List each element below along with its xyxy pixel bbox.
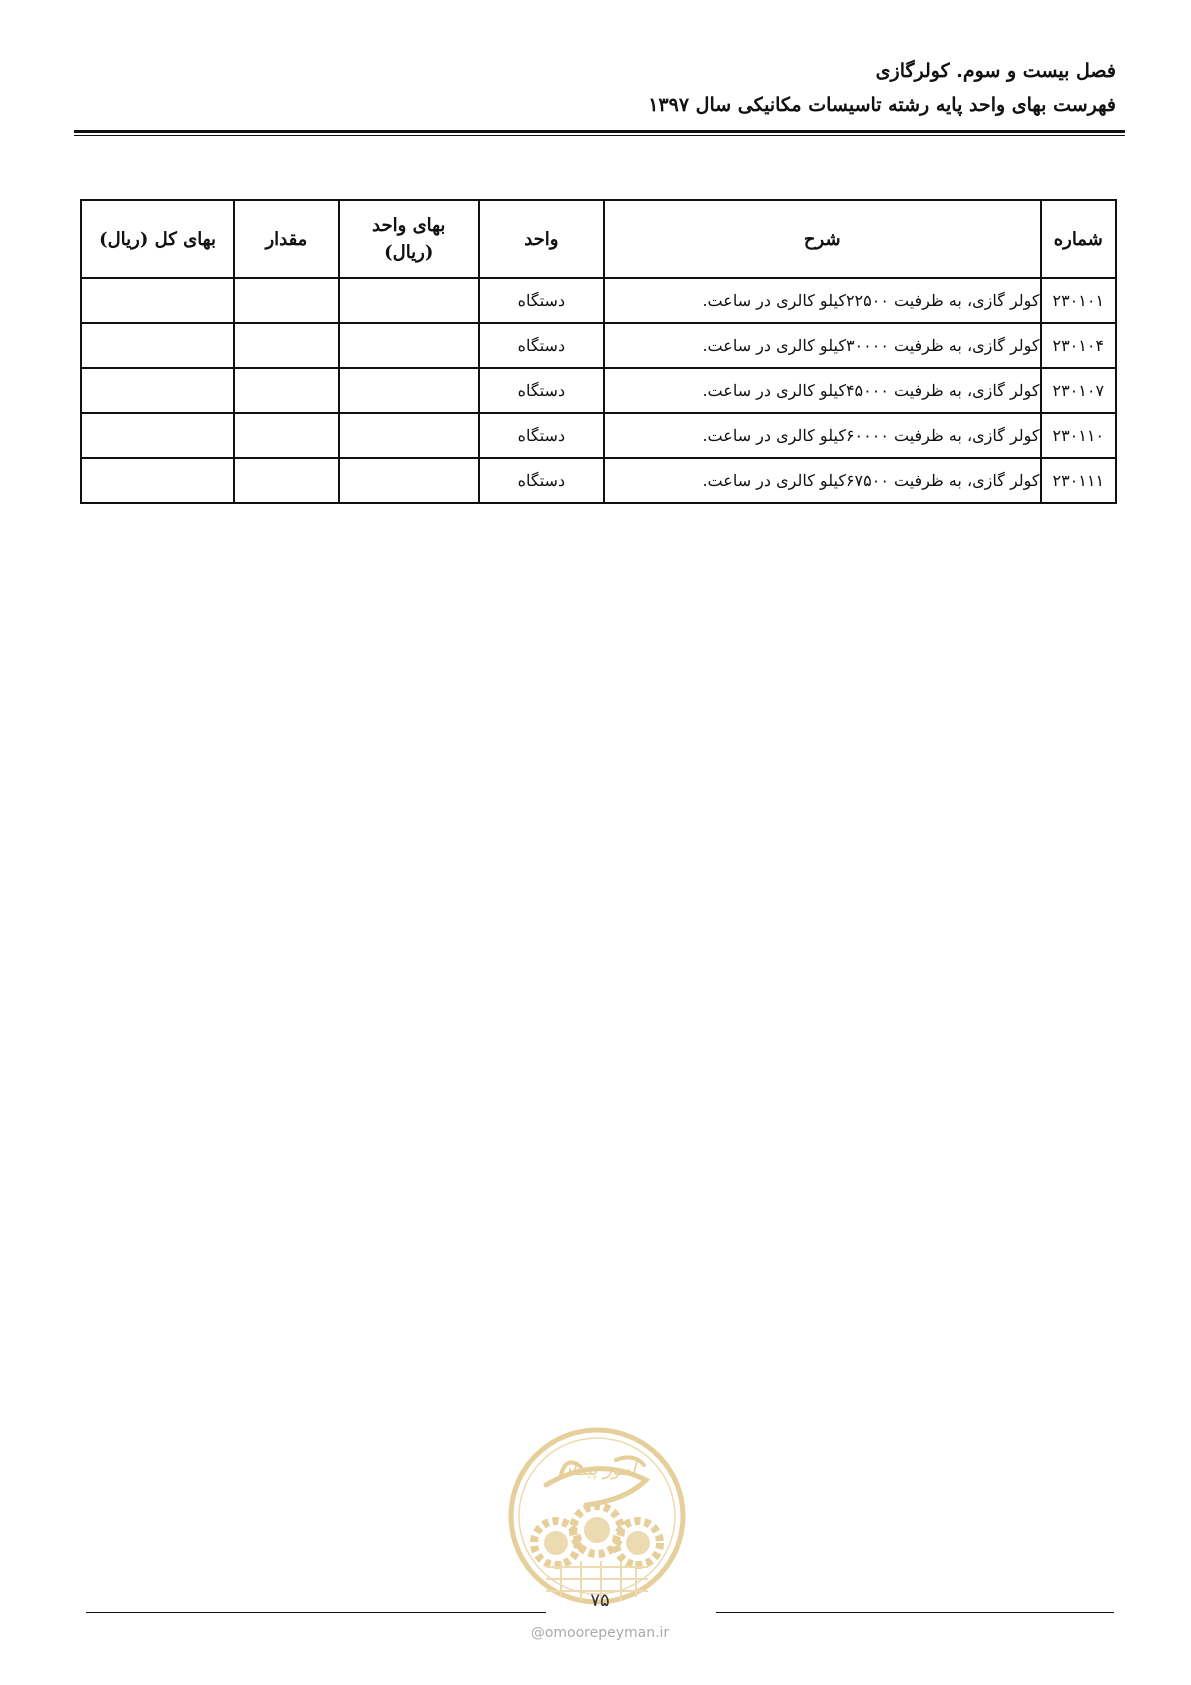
watermark-logo: [506, 1425, 688, 1607]
item-description: کولر گازی، به ظرفیت ۳۰۰۰۰کیلو کالری در ساعت.: [604, 323, 1041, 368]
item-code: ۲۳۰۱۱۱: [1041, 458, 1116, 503]
item-unit: دستگاه: [479, 278, 604, 323]
page-header: [648, 60, 1116, 116]
document-subtitle: فهرست بهای واحد پایه رشته تاسیسات مکانیکی سال ۱۳۹۷: [648, 94, 1116, 116]
price-list-table: [80, 199, 1117, 504]
footer-rule-right: [716, 1612, 1114, 1613]
header-unit-price-currency: (ریال): [384, 242, 434, 263]
item-description: کولر گازی، به ظرفیت ۶۷۵۰۰کیلو کالری در ساعت.: [604, 458, 1041, 503]
table-row: [81, 278, 1116, 323]
website-watermark: @omoorepeyman.ir: [530, 1625, 670, 1641]
item-code: ۲۳۰۱۱۰: [1041, 413, 1116, 458]
table-row: [81, 458, 1116, 503]
item-unit-price: [339, 458, 479, 503]
item-total-price: [81, 368, 234, 413]
table-header-row: [81, 200, 1116, 278]
item-total-price: [81, 458, 234, 503]
header-rule-thick: [74, 130, 1125, 133]
header-rule-thin: [74, 135, 1125, 136]
item-unit-price: [339, 413, 479, 458]
item-unit: دستگاه: [479, 413, 604, 458]
item-quantity: [234, 278, 339, 323]
item-quantity: [234, 458, 339, 503]
item-description: کولر گازی، به ظرفیت ۴۵۰۰۰کیلو کالری در ساعت.: [604, 368, 1041, 413]
item-unit: دستگاه: [479, 368, 604, 413]
table-row: [81, 413, 1116, 458]
page-number: ۷۵: [590, 1590, 610, 1611]
header-number: شماره: [1041, 200, 1116, 278]
item-unit-price: [339, 278, 479, 323]
table-row: [81, 368, 1116, 413]
item-unit-price: [339, 368, 479, 413]
item-description: کولر گازی، به ظرفیت ۶۰۰۰۰کیلو کالری در ساعت.: [604, 413, 1041, 458]
item-total-price: [81, 413, 234, 458]
header-description: شرح: [604, 200, 1041, 278]
header-unit-price-title: بهای واحد: [372, 215, 446, 236]
item-code: ۲۳۰۱۰۷: [1041, 368, 1116, 413]
item-quantity: [234, 323, 339, 368]
table-row: [81, 323, 1116, 368]
item-unit-price: [339, 323, 479, 368]
header-unit: واحد: [479, 200, 604, 278]
item-total-price: [81, 278, 234, 323]
chapter-title: فصل بیست و سوم. کولرگازی: [875, 60, 1116, 82]
item-unit: دستگاه: [479, 323, 604, 368]
item-code: ۲۳۰۱۰۴: [1041, 323, 1116, 368]
watermark-text: امور پیمان: [558, 1459, 636, 1480]
item-quantity: [234, 368, 339, 413]
header-unit-price: [339, 200, 479, 278]
header-quantity: مقدار: [234, 200, 339, 278]
item-description: کولر گازی، به ظرفیت ۲۲۵۰۰کیلو کالری در ساعت.: [604, 278, 1041, 323]
header-total-price: بهای کل (ریال): [81, 200, 234, 278]
item-code: ۲۳۰۱۰۱: [1041, 278, 1116, 323]
item-unit: دستگاه: [479, 458, 604, 503]
item-total-price: [81, 323, 234, 368]
item-quantity: [234, 413, 339, 458]
footer-rule-left: [86, 1612, 546, 1613]
